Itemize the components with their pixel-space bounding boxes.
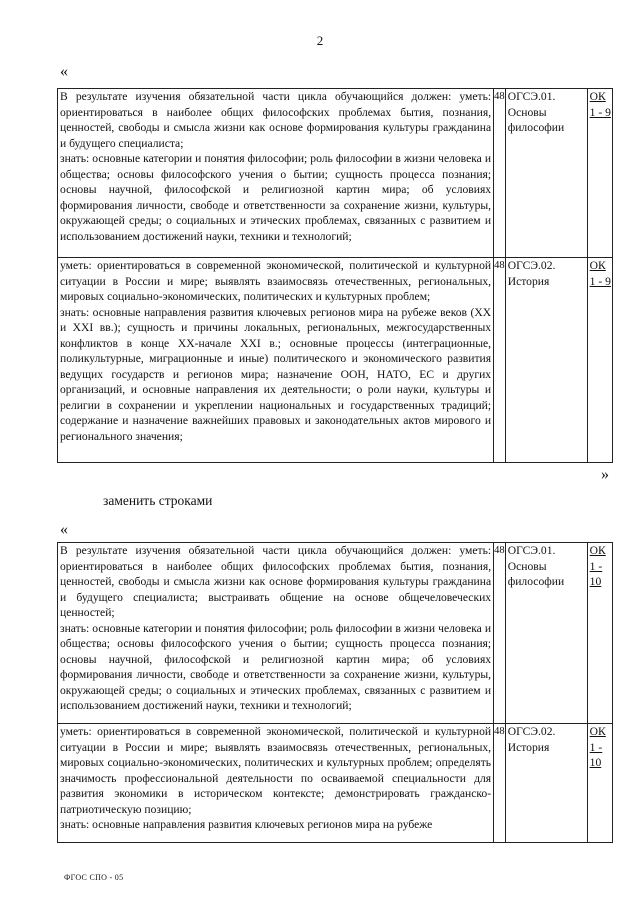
hours-cell: 48: [494, 89, 506, 258]
discipline-name: История: [507, 274, 550, 288]
discipline-cell: [505, 258, 587, 463]
discipline-cell: [505, 724, 587, 843]
competence-cell: ОК 1 - 10: [587, 724, 612, 843]
requirements-text: знать: основные категории и понятия философии; роль философии в жизни человека и общества; основы философского учения о бытии; сущность процесса познания; основы научной, философской и религиозной картин мира; об условиях формирования личности, свободе и ответственности за сохранение жизни, культуры, окружающей среды; о социальных и этических проблемах, связанных с развитием и использованием достижений науки, техники и технологий;: [60, 152, 492, 243]
hours-cell: 48: [494, 724, 506, 843]
table-row: [58, 724, 613, 843]
hours-cell: 48: [494, 543, 506, 724]
requirements-text: В результате изучения обязательной части цикла обучающийся должен: уметь: ориентироваться в наиболее общих философских проблемах бытия, познания, ценностей, свободы и смысла жизни как основе формирования культуры гражданина и будущего специалиста; выстраивать общение на основе общечеловеческих ценностей;: [60, 544, 492, 619]
discipline-name: Основы философии: [507, 559, 565, 588]
requirements-text: знать: основные направления развития ключевых регионов мира на рубеже веков (XX и XXI вв.); сущность и причины локальных, региональных, межгосударственных конфликтов в конце XX-начале XXI в.; основные процессы (интеграционные, поликультурные, миграционные и иные) политического и экономического развития ведущих государств и регионов мира; назначение ООН, НАТО, ЕС и других организаций, и основные направления их деятельности; о роли науки, культуры и религии в сохранении и укреплении национальных и государственных традиций; содержание и назначение важнейших правовых и законодательных актов мирового и регионального значения;: [60, 305, 492, 443]
requirements-cell: [58, 258, 494, 463]
requirements-cell: [58, 724, 494, 843]
table-row: [58, 258, 613, 463]
discipline-name: Основы философии: [507, 105, 565, 134]
discipline-cell: [505, 543, 587, 724]
requirements-text: уметь: ориентироваться в современной экономической, политической и культурной ситуации в России и мире; выявлять взаимосвязь отечественных, региональных, мировых социально-экономических, политических и культурных проблем;: [60, 259, 492, 303]
requirements-cell: [58, 543, 494, 724]
discipline-cell: [505, 89, 587, 258]
close-quote: »: [601, 466, 609, 483]
open-quote-2: «: [60, 521, 68, 538]
footer-label: ФГОС СПО - 05: [64, 873, 124, 882]
competence-cell: ОК 1 - 9: [587, 258, 612, 463]
hours-cell: 48: [494, 258, 506, 463]
requirements-text: знать: основные категории и понятия философии; роль философии в жизни человека и общества; основы философского учения о бытии; сущность процесса познания; основы научной, философской и религиозной картин мира; об условиях формирования личности, свободе и ответственности за сохранение жизни, культуры, окружающей среды; о социальных и этических проблемах, связанных с развитием и использованием достижений науки, техники и технологий;: [60, 621, 492, 712]
requirements-text: знать: основные направления развития ключевых регионов мира на рубеже: [60, 818, 433, 831]
requirements-text: В результате изучения обязательной части цикла обучающийся должен: уметь: ориентироваться в наиболее общих философских проблемах бытия, познания, ценностей, свободы и смысла жизни как основе формирования культуры гражданина и будущего специалиста;: [60, 90, 492, 150]
discipline-code: ОГСЭ.01.: [507, 90, 556, 103]
discipline-code: ОГСЭ.02.: [507, 725, 556, 738]
replacement-table: [57, 542, 613, 843]
discipline-code: ОГСЭ.01.: [507, 544, 556, 557]
replace-heading: заменить строками: [103, 493, 213, 508]
page-number: 2: [316, 33, 324, 48]
competence-cell: ОК 1 - 10: [587, 543, 612, 724]
original-table: [57, 88, 613, 463]
discipline-code: ОГСЭ.02.: [507, 259, 556, 272]
table-row: [58, 543, 613, 724]
requirements-cell: [58, 89, 494, 258]
table-row: [58, 89, 613, 258]
competence-cell: ОК 1 - 9: [587, 89, 612, 258]
open-quote-1: «: [60, 63, 68, 80]
requirements-text: уметь: ориентироваться в современной экономической, политической и культурной ситуации в России и мире; выявлять взаимосвязь отечественных, региональных, мировых социально-экономических, политических и культурных проблем; определять значимость профессиональной деятельности по осваиваемой специальности для развития экономики в историческом контексте; демонстрировать гражданско-патриотическую позицию;: [60, 725, 492, 816]
discipline-name: История: [507, 740, 550, 754]
